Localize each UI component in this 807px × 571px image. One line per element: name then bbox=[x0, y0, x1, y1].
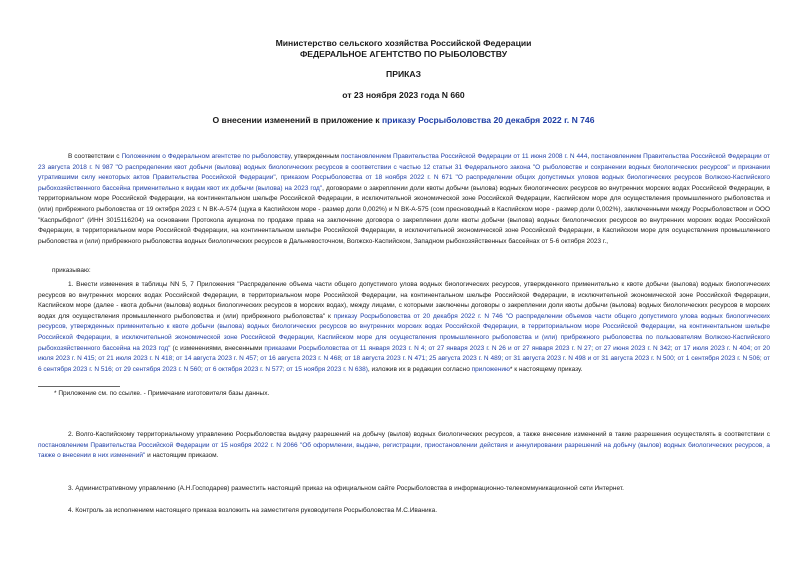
item-2-text: 2. Волго-Каспийскому территориальному управлению Росрыболовства выдачу разрешений на добычу (вылов) водных биологических ресурсов, а также внесение изменений в такие разрешения осуществлять в соответствии с bbox=[68, 431, 770, 438]
footnote-divider bbox=[38, 386, 120, 387]
document-date-number: от 23 ноября 2023 года N 660 bbox=[342, 90, 465, 100]
preamble-text: , утвержденным bbox=[290, 153, 341, 160]
order-671-link[interactable]: приказом Росрыболовства от 18 ноября 2022 г. N 671 "О распределении общих допустимых уловов водных биологических ресурсов Волжско-Каспийского рыбохозяйственного бассейна применительно к видам квот их добычи (вылова) на 2023 год" bbox=[38, 174, 770, 192]
preamble-paragraph bbox=[38, 152, 770, 247]
item-2-text: и настоящим приказом. bbox=[145, 452, 219, 460]
preamble-text: , договорами о закреплении доли квоты добычи (вылова) водных биологических ресурсов во внутренних морских водах Российской Федерации, в территориальном море Российской Федерации, на континентальном шельфе Российской Федерации, в исключительной экономической зоне Российской Федерации, Каспийском море для осуществления промышленного рыболовства и (или) прибрежного рыболовства от 19 октября 2023 г. N ВК-А-574 (щука в Каспийском море - размер доли 0,002%) и N ВК-А-575 (сом пресноводный в Каспийском море - размер доли 0,002%), заключенными между Росрыболовством и ООО "Каспрыбфлот" (ИНН 3015116204) на основании Протокола аукциона по продаже права на заключение договора о закреплении доли квоты добычи (вылова) водных биологических ресурсов во внутренних морских водах Российской Федерации, в территориальном море Российской Федерации, на континентальном шельфе Российской Федерации, в исключительной экономической зоне Российской Федерации, в Каспийском море для осуществления промышленного рыболовства и (или) прибрежного рыболовства водных биологических ресурсов в Дальневосточном, Волжско-Каспийском, Западном рыбохозяйственных бассейнах от 5-6 октября 2023 г., bbox=[38, 184, 770, 245]
item-1-text: (с изменениями, внесенными bbox=[170, 344, 265, 352]
item-1-text: , изложив их в редакции согласно bbox=[367, 365, 472, 373]
order-word: приказываю: bbox=[52, 267, 91, 274]
government-decree-987-link[interactable]: постановлением Правительства Российской Федерации от 23 августа 2018 г. N 987 "О распределении квот добычи (вылова) водных биологических ресурсов в соответствии с частью 12 статьи 31 Федерального закона "О рыболовстве и сохранении водных биологических ресурсов" и признании утратившими силу некоторых актов Правительства Российской Федерации" bbox=[38, 153, 771, 182]
item-4-paragraph: 4. Контроль за исполнением настоящего приказа возложить на заместителя руководителя Росрыболовства М.С.Иваника. bbox=[68, 507, 438, 514]
preamble-text: , bbox=[275, 174, 281, 182]
document-title bbox=[0, 115, 807, 125]
amending-orders-link[interactable]: приказами Росрыболовства от 11 января 2023 г. N 4; от 27 января 2023 г. N 26 и от 27 января 2023 г. N 27; от 27 июня 2023 г. N 342; от 17 июля 2023 г. N 404; от 20 июля 2023 г. N 415; от 21 июля 2023 г. N 418; от 14 августа 2023 г. N 457; от 16 августа 2023 г. N 468; от 18 августа 2023 г. N 471; 25 августа 2023 г. N 489; от 31 августа 2023 г. N 498 и от 31 августа 2023 г. N 500; от 1 сентября 2023 г. N 506; от 6 сентября 2023 г. N 516; от 29 сентября 2023 г. N 560; от 6 октября 2023 г. N 577; от 15 ноября 2023 г. N 638) bbox=[38, 344, 770, 373]
agency-name: ФЕДЕРАЛЬНОЕ АГЕНТСТВО ПО РЫБОЛОВСТВУ bbox=[299, 49, 508, 59]
item-1-text: 1. Внести изменения в таблицы NN 5, 7 Приложения "Распределение объема части общего допустимого улова водных биологических ресурсов, утвержденного применительно к квоте добычи (вылова) водных биологических ресурсов во внутренних морских водах Российской Федерации, в территориальном море Российской Федерации, на континентальном шельфе Российской Федерации, в исключительной экономической зоне Российской Федерации, Каспийском море (далее - квота добычи (вылова) водных биологических ресурсов в морских водах), между лицами, с которыми заключены договоры о закреплении доли квоты добычи (вылова) водных биологических ресурсов в морских водах для осуществления промышленного рыболовства и (или) прибрежного рыболовства" к bbox=[38, 281, 770, 320]
title-order-link[interactable]: приказу Росрыболовства 20 декабря 2022 г. N 746 bbox=[381, 115, 595, 125]
regulation-link[interactable]: Положением о Федеральном агентстве по рыболовству bbox=[121, 153, 291, 160]
preamble-text: , bbox=[587, 153, 592, 160]
ministry-name: Министерство сельского хозяйства Российской Федерации bbox=[275, 38, 532, 48]
government-decree-444-link[interactable]: постановлением Правительства Российской Федерации от 11 июня 2008 г. N 444 bbox=[340, 153, 588, 160]
order-746-link[interactable]: приказу Росрыболовства от 20 декабря 2022 г. N 746 "О распределении объемов части общего допустимого улова водных биологических ресурсов, утвержденных применительно к квоте добычи (вылова) водных биологических ресурсов во внутренних морских водах Российской Федерации, в территориальном море Российской Федерации, на континентальном шельфе Российской Федерации, в исключительной экономической зоне Российской Федерации, Каспийском море для осуществления промышленного рыболовства и (или) прибрежного рыболовства по пользователям Волжско-Каспийского рыбохозяйственного бассейна на 2023 год" bbox=[38, 312, 770, 352]
footnote: * Приложение см. по ссылке. - Примечание изготовителя базы данных. bbox=[54, 390, 270, 397]
title-prefix: О внесении изменений в приложение к bbox=[212, 115, 382, 125]
item-2-paragraph bbox=[38, 430, 770, 462]
appendix-link[interactable]: приложению bbox=[471, 365, 510, 373]
government-decree-2066-link[interactable]: постановлением Правительства Российской Федерации от 15 ноября 2022 г. N 2066 "Об оформлении, выдаче, регистрации, приостановлении действия и аннулировании разрешений на добычу (вылов) водных биологических ресурсов, а также о внесении в них изменений" bbox=[38, 441, 770, 460]
item-1-paragraph bbox=[38, 280, 770, 375]
preamble-text: В соответствии с bbox=[68, 153, 122, 160]
document-type: ПРИКАЗ bbox=[386, 69, 421, 79]
item-3-paragraph: 3. Административному управлению (А.Н.Господарев) разместить настоящий приказ на официальном сайте Росрыболовства в информационно-телекоммуникационной сети Интернет. bbox=[68, 485, 624, 492]
item-1-text: * к настоящему приказу. bbox=[509, 365, 583, 373]
